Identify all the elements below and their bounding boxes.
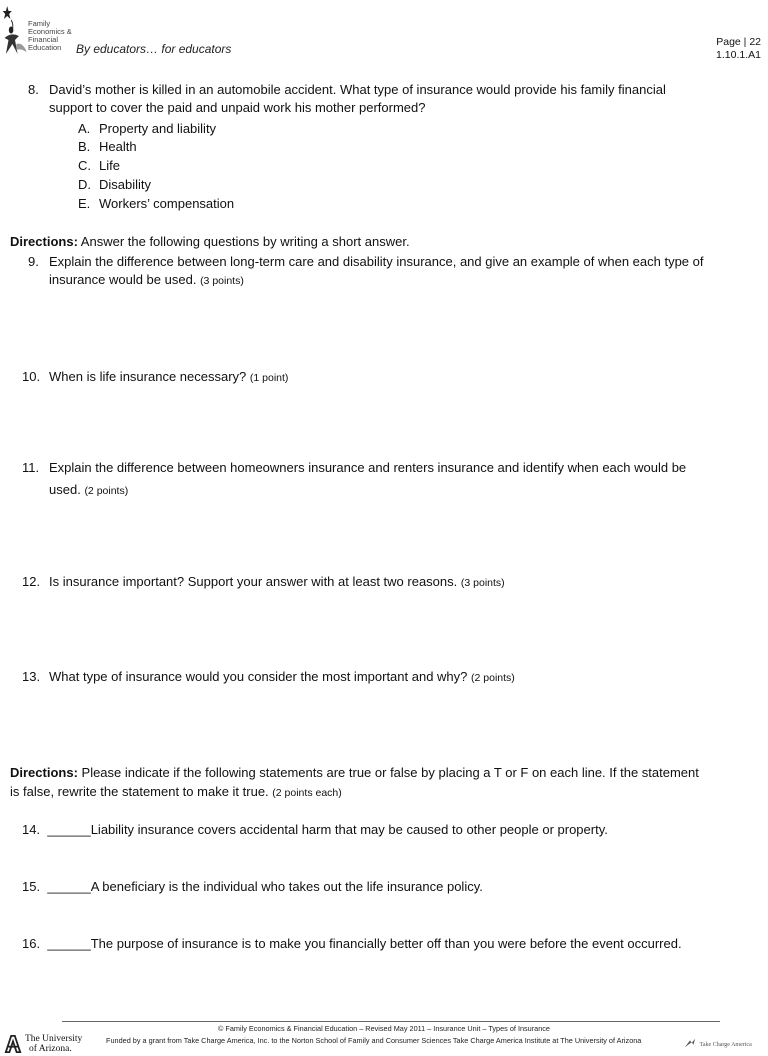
logo-line: Education xyxy=(28,43,62,52)
page-info xyxy=(716,36,761,62)
q11-points: (2 points) xyxy=(84,485,129,497)
logo-line: Financial xyxy=(28,35,59,44)
option-letter: D. xyxy=(78,177,91,192)
directions-true-false-line2 xyxy=(10,783,342,802)
q9-text: insurance would be used. xyxy=(49,272,197,287)
q11-text-line1: Explain the difference between homeowners insurance and renters insurance and identify when each would be xyxy=(49,460,687,475)
q16 xyxy=(22,935,682,953)
q10-question: When is life insurance necessary? xyxy=(49,369,247,384)
q11-text-line2 xyxy=(49,481,128,500)
q9-text-line1: Explain the difference between long-term care and disability insurance, and give an example of when each type of xyxy=(49,254,704,269)
q10-points: (1 point) xyxy=(249,372,289,384)
arizona-a-icon xyxy=(4,1033,22,1055)
take-charge-america-logo xyxy=(684,1034,752,1049)
logo-line: Family xyxy=(28,19,51,28)
option-text: Health xyxy=(99,139,137,154)
q14-statement: Liability insurance covers accidental harm that may be caused to other people or property. xyxy=(90,822,608,837)
q15-number: 15. xyxy=(22,879,41,894)
q10-number: 10. xyxy=(22,369,41,384)
q11-text: used. xyxy=(49,482,81,497)
directions-true-false xyxy=(10,764,699,782)
tca-arrow-icon xyxy=(684,1037,696,1049)
q9-text-line2 xyxy=(49,271,244,290)
directions-short-answer xyxy=(10,233,410,251)
q12-number: 12. xyxy=(22,574,41,589)
directions-label: Directions: xyxy=(10,234,78,249)
q15-statement: A beneficiary is the individual who takes out the life insurance policy. xyxy=(90,879,483,894)
q8-number: 8. xyxy=(28,82,39,97)
q15 xyxy=(22,878,483,896)
q13-number: 13. xyxy=(22,669,41,684)
directions-label: Directions: xyxy=(10,765,78,780)
footer-divider xyxy=(62,1021,720,1022)
logo-line: Economics & xyxy=(28,27,72,36)
q13-text xyxy=(49,668,515,687)
q16-statement: The purpose of insurance is to make you financially better off than you were before the event occurred. xyxy=(90,936,682,951)
q12-question: Is insurance important? Support your answer with at least two reasons. xyxy=(49,574,458,589)
directions-points: (2 points each) xyxy=(272,787,342,799)
q16-number: 16. xyxy=(22,936,41,951)
answer-blank[interactable]: ______ xyxy=(47,936,91,951)
tca-logo-text: Take Charge America xyxy=(699,1042,752,1048)
university-of-arizona-logo xyxy=(4,1033,102,1055)
q14 xyxy=(22,821,608,839)
q12-points: (3 points) xyxy=(460,577,505,589)
q8-text-line2: support to cover the paid and unpaid work his mother performed? xyxy=(49,100,426,115)
option-text: Disability xyxy=(99,177,152,192)
footer-funding: Funded by a grant from Take Charge America, Inc. to the Norton School of Family and Consumer Sciences Take Charge America Institute at The University of Arizona xyxy=(106,1036,642,1045)
directions-text: is false, rewrite the statement to make it true. xyxy=(10,784,269,799)
q9-number: 9. xyxy=(28,254,39,269)
q10-text xyxy=(49,368,288,387)
q9-points: (3 points) xyxy=(200,275,244,287)
fefe-logo xyxy=(2,4,28,56)
ua-logo-line2: of Arizona. xyxy=(29,1044,72,1054)
option-letter: B. xyxy=(78,139,91,154)
star-figure-icon xyxy=(2,4,28,56)
directions-text: Answer the following questions by writing a short answer. xyxy=(77,234,410,249)
q8-text-line1: David’s mother is killed in an automobile accident. What type of insurance would provide his family financial xyxy=(49,82,666,97)
answer-blank[interactable]: ______ xyxy=(47,822,91,837)
q13-points: (2 points) xyxy=(471,672,515,684)
q11-number: 11. xyxy=(22,460,40,475)
answer-blank[interactable]: ______ xyxy=(47,879,91,894)
ua-logo-line1: The University xyxy=(25,1034,83,1044)
page-number: Page | 22 xyxy=(716,36,761,48)
tagline: By educators… for educators xyxy=(76,42,232,56)
option-letter: C. xyxy=(78,158,91,173)
logo-wordmark xyxy=(28,20,72,52)
doc-code: 1.10.1.A1 xyxy=(716,49,761,61)
option-letter: E. xyxy=(78,196,91,211)
directions-text: Please indicate if the following statements are true or false by placing a T or F on each line. If the statement xyxy=(77,765,699,780)
option-letter: A. xyxy=(78,121,91,136)
q14-number: 14. xyxy=(22,822,41,837)
q13-question: What type of insurance would you consider the most important and why? xyxy=(49,669,468,684)
option-text: Workers’ compensation xyxy=(99,196,235,211)
option-text: Life xyxy=(99,158,120,173)
footer-copyright: © Family Economics & Financial Education – Revised May 2011 – Insurance Unit – Types of Insurance xyxy=(217,1024,550,1033)
q12-text xyxy=(49,573,505,592)
option-text: Property and liability xyxy=(99,121,217,136)
